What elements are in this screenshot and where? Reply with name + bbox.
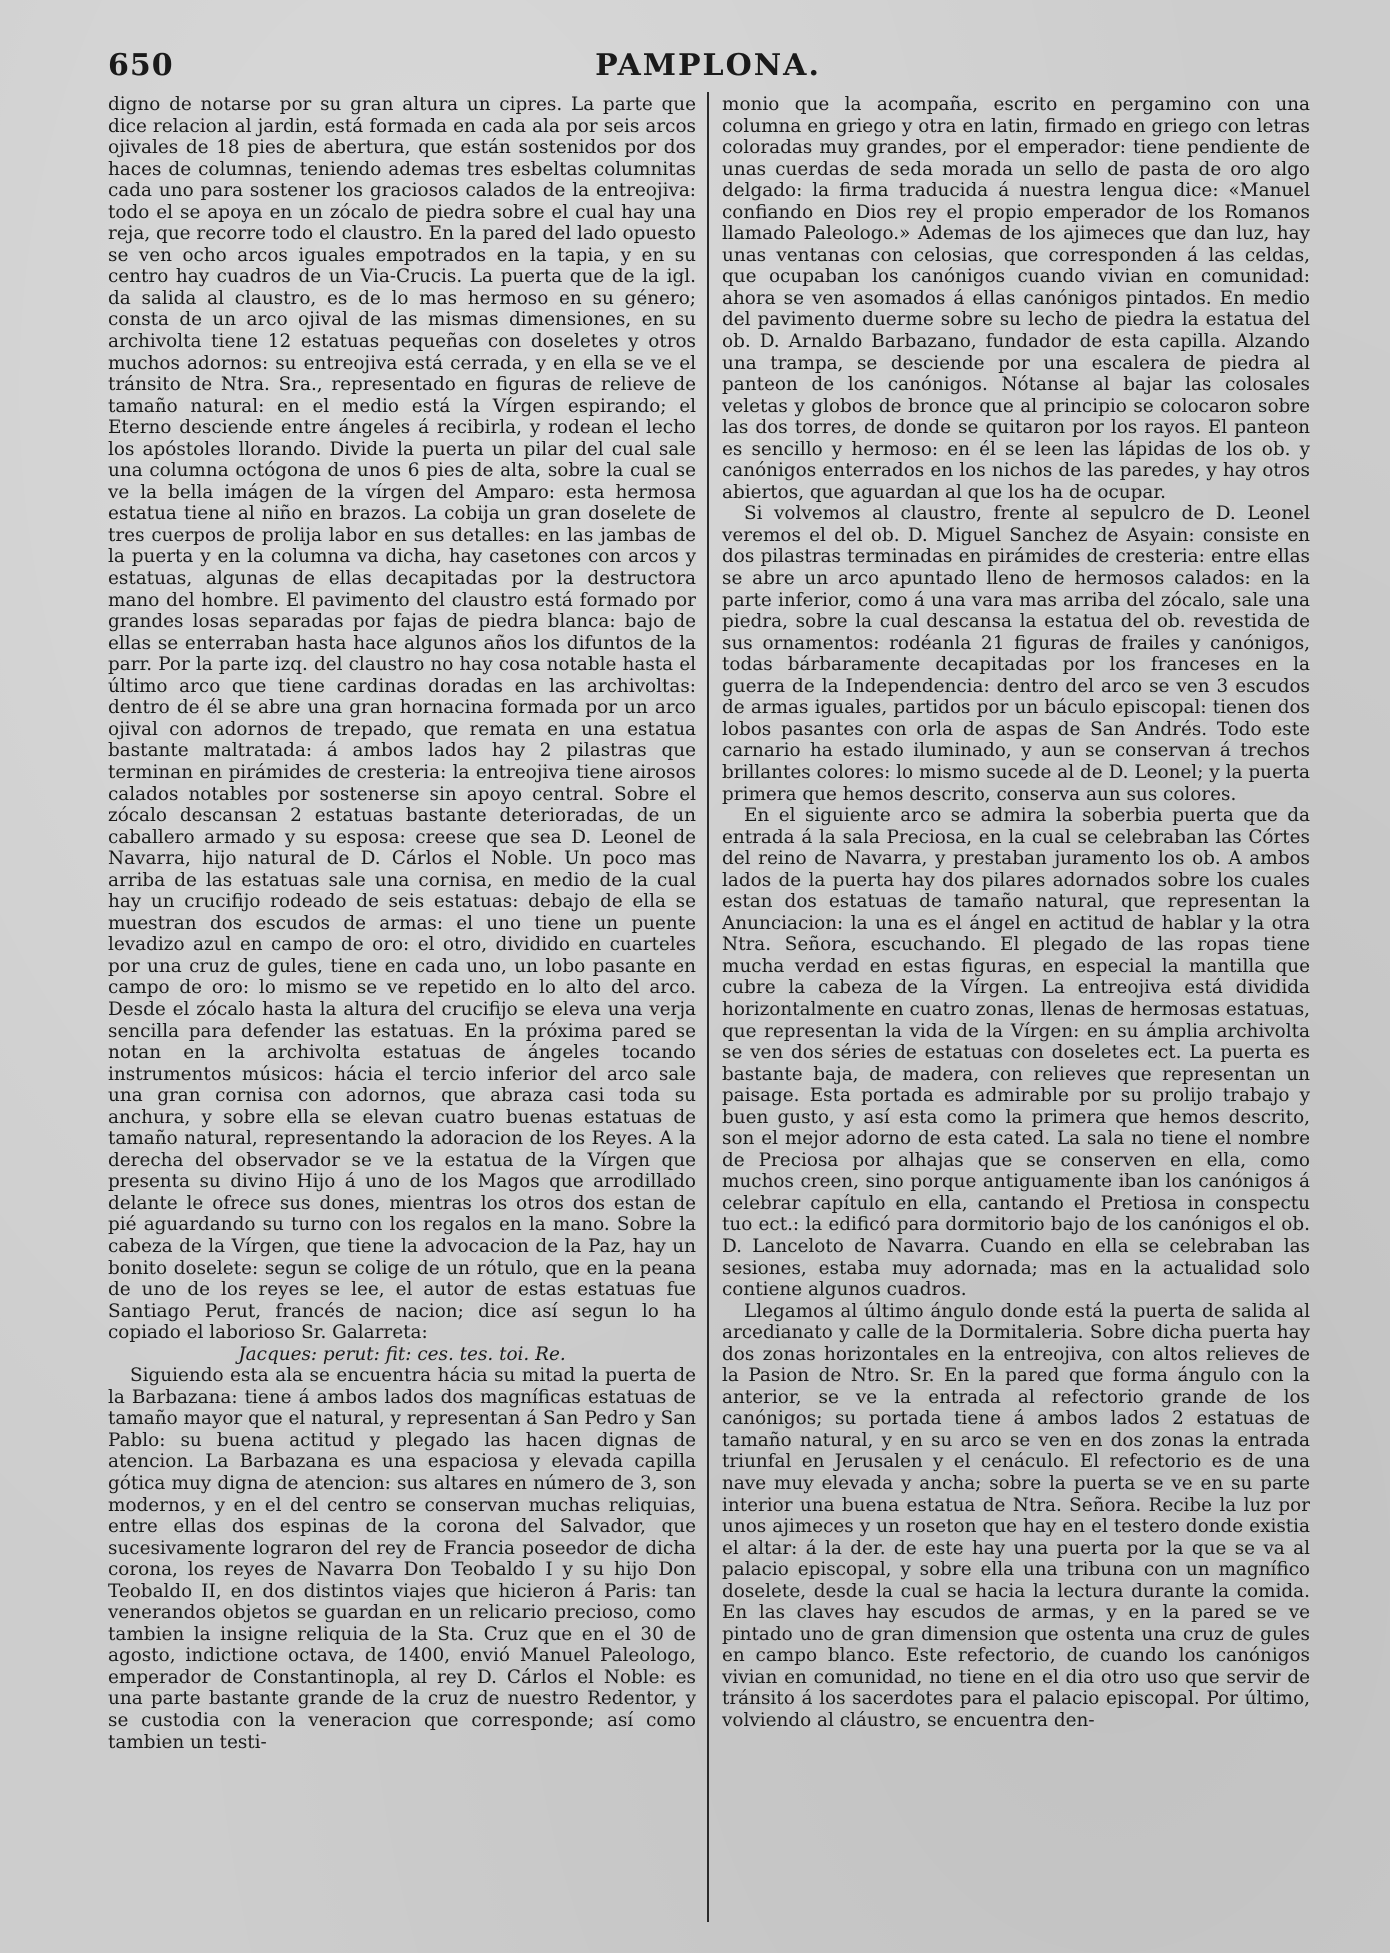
page-number: 650 bbox=[108, 48, 174, 83]
paragraph: Siguiendo esta ala se encuentra hácia su mitad la puerta de la Barbazana: tiene á ambos lados dos magníficas estatuas de tamaño mayor que el natural, y representan á San Pedro y San Pablo: su buena actitud y plegado las hacen dignas de atencion. La Barbazana es una espaciosa y elevada capilla gótica muy digna de atencion: sus altares en número de 3, son modernos, y en el del centro se conservan muchas reliquias, entre ellas dos espinas de la corona del Salvador, que sucesivamente lograron del rey de Francia poseedor de dicha corona, los reyes de Navarra Don Teobaldo I y su hijo Don Teobaldo II, en dos distintos viajes que hicieron á Paris: tan venerandos objetos se guardan en un relicario precioso, como tambien la insigne reliquia de la Sta. Cruz que en el 30 de agosto, indictione octava, de 1400, envió Manuel Paleologo, emperador de Constantinopla, al rey D. Cárlos el Noble: es una parte bastante grande de la cruz de nuestro Redentor, y se custodia con la veneracion que corresponde; así como tambien un testi- bbox=[108, 1365, 696, 1753]
paragraph: En el siguiente arco se admira la soberbia puerta que da entrada á la sala Preciosa, en la cual se celebraban las Córtes del reino de Navarra, y prestaban juramento los ob. A ambos lados de la puerta hay dos pilares adornados sobre los cuales estan dos estatuas de tamaño natural, que representan la Anunciacion: la una es el ángel en actitud de hablar y la otra Ntra. Señora, escuchando. El plegado de las ropas tiene mucha verdad en estas figuras, en especial la mantilla que cubre la cabeza de la Vírgen. La entreojiva está dividida horizontalmente en cuatro zonas, llenas de hermosas estatuas, que representan la vida de la Vírgen: en su ámplia archivolta se ven dos séries de estatuas con doseletes ect. La puerta es bastante baja, de madera, con relieves que representan un paisage. Esta portada es admirable por su prolijo trabajo y buen gusto, y así esta como la primera que hemos descrito, son el mejor adorno de esta cated. La sala no tiene el nombre de Preciosa por alhajas que se conserven en ella, como muchos creen, sino porque antiguamente iban los canónigos á celebrar capítulo en ella, cantando el Pretiosa in conspectu tuo ect.: la edificó para dormitorio bajo de los canónigos el ob. D. Lanceloto de Navarra. Cuando en ella se celebraban las sesiones, estaba muy adornada; mas en la actualidad solo contiene algunos cuadros. bbox=[722, 805, 1310, 1301]
paragraph: digno de notarse por su gran altura un cipres. La parte que dice relacion al jardin, está formada en cada ala por seis arcos ojivales de 18 pies de abertura, que están sostenidos por dos haces de columnas, teniendo ademas tres esbeltas columnitas cada uno para sostener los graciosos calados de la entreojiva: todo el se apoya en un zócalo de piedra sobre el cual hay una reja, que recorre todo el claustro. En la pared del lado opuesto se ven ocho arcos iguales empotrados en la tapia, y en su centro hay cuadros de un Via-Crucis. La puerta que de la igl. da salida al claustro, es de lo mas hermoso en su género; consta de un arco ojival de las mismas dimensiones, en su archivolta tiene 12 estatuas pequeñas con doseletes y otros muchos adornos: su entreojiva está cerrada, y en ella se ve el tránsito de Ntra. Sra., representado en figuras de relieve de tamaño natural: en el medio está la Vírgen espirando; el Eterno desciende entre ángeles á recibirla, y rodean el lecho los apóstoles llorando. Divide la puerta un pilar del cual sale una columna octógona de unos 6 pies de alta, sobre la cual se ve la bella imágen de la vírgen del Amparo: esta hermosa estatua tiene al niño en brazos. La cobija un gran doselete de tres cuerpos de prolija labor en sus detalles: en las jambas de la puerta y en la columna va dicha, hay casetones con arcos y estatuas, algunas de ellas decapitadas por la destructora mano del hombre. El pavimento del claustro está formado por grandes losas separadas por fajas de piedra blanca: bajo de ellas se enterraban hasta hace algunos años los difuntos de la parr. Por la parte izq. del claustro no hay cosa notable hasta el último arco que tiene cardinas doradas en las archivoltas: dentro de él se abre una gran hornacina formada por un arco ojival con adornos de trepado, que remata en una estatua bastante maltratada: á ambos lados hay 2 pilastras que terminan en pirámides de cresteria: la entreojiva tiene airosos calados notables por sostenerse sin apoyo central. Sobre el zócalo descansan 2 estatuas bastante deterioradas, de un caballero armado y su esposa: creese que sea D. Leonel de Navarra, hijo natural de D. Cárlos el Noble. Un poco mas arriba de las estatuas sale una cornisa, en medio de la cual hay un crucifijo rodeado de seis estatuas: debajo de ella se muestran dos escudos de armas: el uno tiene un puente levadizo azul en campo de oro: el otro, dividido en cuarteles por una cruz de gules, tiene en cada uno, un lobo pasante en campo de oro: lo mismo se ve repetido en lo alto del arco. Desde el zócalo hasta la altura del crucifijo se eleva una verja sencilla para defender las estatuas. En la próxima pared se notan en la archivolta estatuas de ángeles tocando instrumentos músicos: hácia el tercio inferior del arco sale una gran cornisa con adornos, que abraza casi toda su anchura, y sobre ella se elevan cuatro buenas estatuas de tamaño natural, representando la adoracion de los Reyes. A la derecha del observador se ve la estatua de la Vírgen que presenta su divino Hijo á uno de los Magos que arrodillado delante le ofrece sus dones, mientras los otros dos estan de pié aguardando su turno con los regalos en la mano. Sobre la cabeza de la Vírgen, que tiene la advocacion de la Paz, hay un bonito doselete: segun se colige de un rótulo, que en la peana de uno de los reyes se lee, el autor de estas estatuas fue Santiago Perut, francés de nacion; dice así segun lo ha copiado el laborioso Sr. Galarreta: bbox=[108, 94, 696, 1344]
column-divider bbox=[707, 92, 709, 1922]
left-column bbox=[108, 94, 696, 1924]
inscription-line: Jacques: perut: fit: ces. tes. toi. Re. bbox=[238, 1343, 566, 1365]
running-title: PAMPLONA. bbox=[595, 48, 821, 83]
right-column bbox=[722, 94, 1310, 1924]
page-header bbox=[108, 44, 1308, 90]
paragraph: Llegamos al último ángulo donde está la puerta de salida al arcedianato y calle de la Dormitaleria. Sobre dicha puerta hay dos zonas horizontales en la entreojiva, con altos relieves de la Pasion de Ntro. Sr. En la pared que forma ángulo con la anterior, se ve la entrada al refectorio grande de los canónigos; su portada tiene á ambos lados 2 estatuas de tamaño natural, y en su arco se ven en dos zonas la entrada triunfal en Jerusalen y el cenáculo. El refectorio es de una nave muy elevada y ancha; sobre la puerta se ve en su parte interior una buena estatua de Ntra. Señora. Recibe la luz por unos ajimeces y un roseton que hay en el testero donde existia el altar: á la der. de este hay una puerta por la que se va al palacio episcopal, y sobre ella una tribuna con un magnífico doselete, desde la cual se hacia la lectura durante la comida. En las claves hay escudos de armas, y en la pared se ve pintado uno de gran dimension que ostenta una cruz de gules en campo blanco. Este refectorio, de cuando los canónigos vivian en comunidad, no tiene en el dia otro uso que servir de tránsito á los sacerdotes para el palacio episcopal. Por último, volviendo al cláustro, se encuentra den- bbox=[722, 1300, 1310, 1732]
paragraph: Si volvemos al claustro, frente al sepulcro de D. Leonel veremos el del ob. D. Miguel Sanchez de Asyain: consiste en dos pilastras terminadas en pirámides de cresteria: entre ellas se abre un arco apuntado lleno de hermosos calados: en la parte inferior, como á una vara mas arriba del zócalo, sale una piedra, sobre la cual descansa la estatua del ob. revestida de sus ornamentos: rodéanla 21 figuras de frailes y canónigos, todas bárbaramente decapitadas por los franceses en la guerra de la Independencia: dentro del arco se ven 3 escudos de armas iguales, partidos por un báculo episcopal: tienen dos lobos pasantes con orla de aspas de San Andrés. Todo este carnario ha estado iluminado, y aun se conservan á trechos brillantes colores: lo mismo sucede al de D. Leonel; y la puerta primera que hemos descrito, conserva aun sus colores. bbox=[722, 503, 1310, 805]
paragraph: monio que la acompaña, escrito en pergamino con una columna en griego y otra en latin, firmado en griego con letras coloradas muy grandes, por el emperador: tiene pendiente de unas cuerdas de seda morada un sello de pasta de oro algo delgado: la firma traducida á nuestra lengua dice: «Manuel confiando en Dios rey el propio emperador de los Romanos llamado Paleologo.» Ademas de los ajimeces que dan luz, hay unas ventanas con celosias, que corresponden á las celdas, que ocupaban los canónigos cuando vivian en comunidad: ahora se ven asomados á ellas canónigos pintados. En medio del pavimento duerme sobre su lecho de piedra la estatua del ob. D. Arnaldo Barbazano, fundador de esta capilla. Alzando una trampa, se desciende por una escalera de piedra al panteon de los canónigos. Nótanse al bajar las colosales veletas y globos de bronce que al principio se colocaron sobre las dos torres, de donde se quitaron por los rayos. El panteon es sencillo y hermoso: en él se leen las lápidas de los ob. y canónigos enterrados en los nichos de las paredes, y hay otros abiertos, que aguardan al que los ha de ocupar. bbox=[722, 94, 1310, 503]
